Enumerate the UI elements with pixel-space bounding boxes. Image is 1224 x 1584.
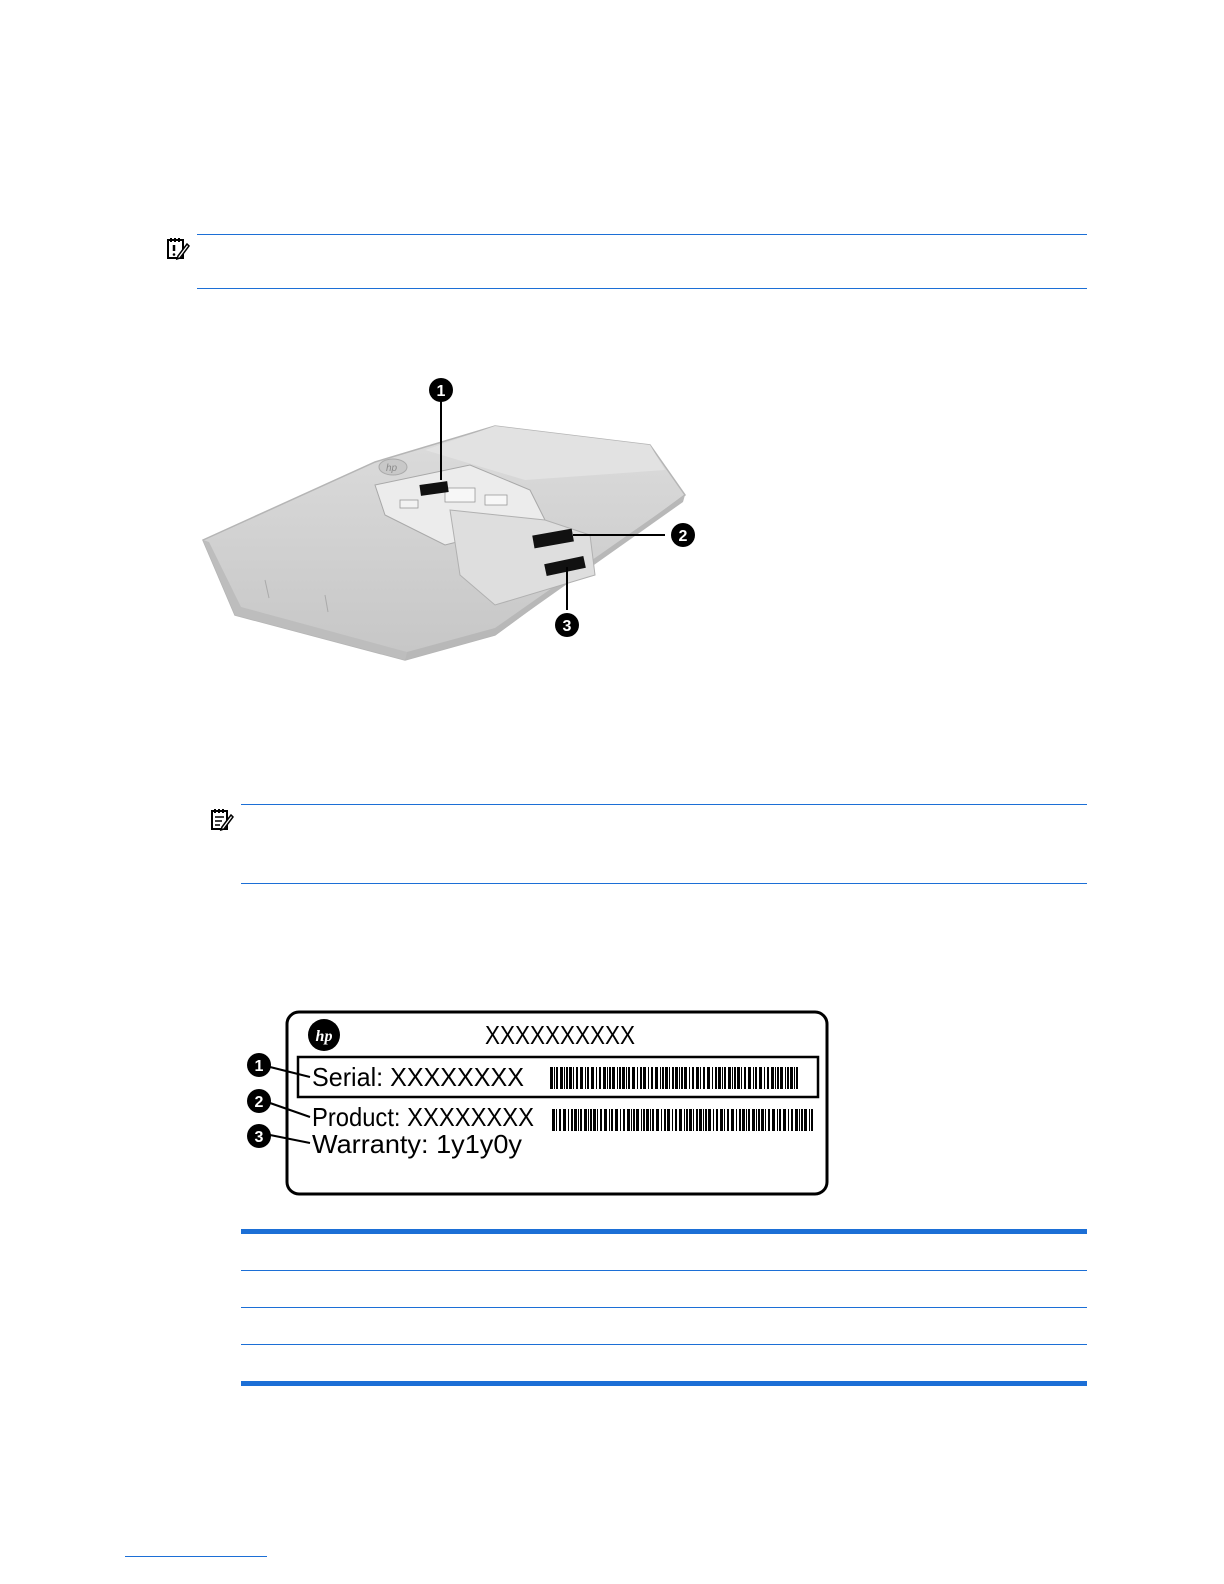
label-callout-badge-2 <box>247 1089 271 1113</box>
computer-back-figure <box>195 370 715 670</box>
table-row-divider <box>241 1307 1087 1308</box>
label-warranty-row: Warranty: 1y1y0y <box>312 1129 522 1159</box>
label-callout-badge-1 <box>247 1053 271 1077</box>
device-logo: hp <box>386 463 398 474</box>
svg-text:3: 3 <box>254 1129 264 1146</box>
svg-text:3: 3 <box>562 618 572 635</box>
label-callout-badge-3 <box>247 1124 271 1148</box>
serial-barcode <box>550 1067 798 1089</box>
svg-text:1: 1 <box>254 1058 264 1075</box>
table-bottom-rule <box>241 1381 1087 1386</box>
note-top-rule <box>241 804 1087 805</box>
svg-text:2: 2 <box>678 528 688 545</box>
note-icon <box>209 807 235 833</box>
important-note-icon <box>165 236 191 262</box>
serial-label-figure <box>240 1005 840 1205</box>
svg-text:2: 2 <box>254 1094 264 1111</box>
svg-text:1: 1 <box>436 383 446 400</box>
hp-logo <box>308 1019 340 1051</box>
label-product-row: Product: XXXXXXXX <box>312 1102 534 1132</box>
table-row-divider <box>241 1344 1087 1345</box>
callout-badge-3 <box>555 613 579 637</box>
note-bottom-rule <box>241 883 1087 884</box>
label-serial-row: Serial: XXXXXXXX <box>312 1062 524 1092</box>
callout-badge-1 <box>429 378 453 402</box>
footer-rule <box>125 1556 267 1557</box>
computer-body <box>203 426 685 660</box>
important-note-bottom-rule <box>197 288 1087 289</box>
label-model: XXXXXXXXXX <box>485 1020 635 1050</box>
svg-text:hp: hp <box>315 1028 333 1045</box>
important-note-top-rule <box>197 234 1087 235</box>
table-row-divider <box>241 1270 1087 1271</box>
table-top-rule <box>241 1229 1087 1234</box>
callout-badge-2 <box>671 523 695 547</box>
